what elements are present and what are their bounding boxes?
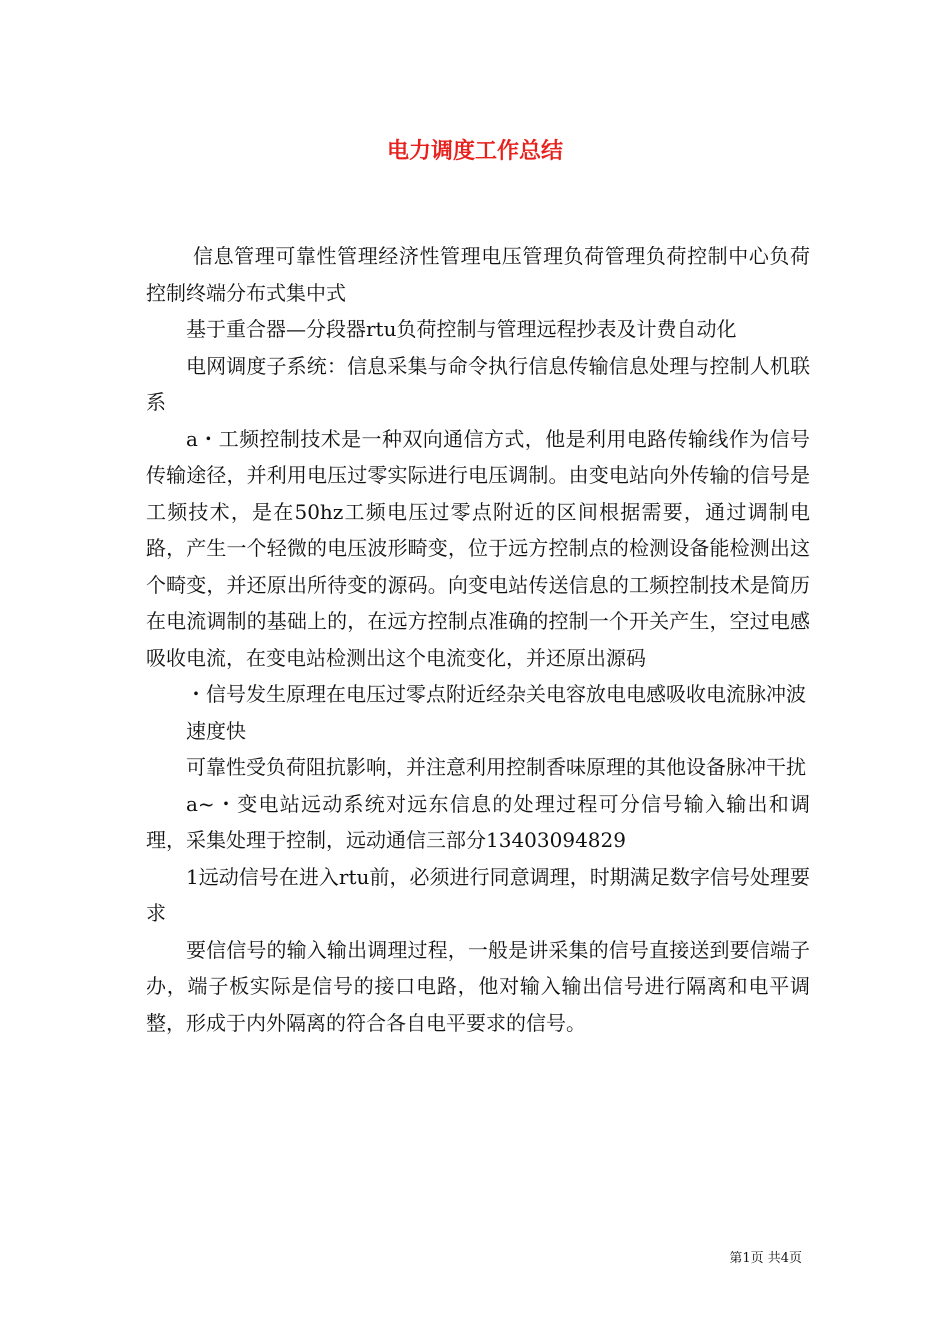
paragraph: ・信号发生原理在电压过零点附近经杂关电容放电电感吸收电流脉冲波 [186, 682, 806, 706]
paragraph: 电网调度子系统：信息采集与命令执行信息传输信息处理与控制人机联系 [146, 353, 810, 414]
paragraph: 信息管理可靠性管理经济性管理电压管理负荷管理负荷控制中心负荷控制终端分布式集中式 [146, 244, 810, 305]
paragraph: 要信信号的输入输出调理过程，一般是讲采集的信号直接送到要信端子办，端子板实际是信号的接口电路，他对输入输出信号进行隔离和电平调整，形成于内外隔离的符合各自电平要求的信号。 [146, 937, 810, 1035]
paragraph: 1远动信号在进入rtu前，必须进行同意调理，时期满足数字信号处理要求 [146, 864, 810, 925]
paragraph: a~・变电站远动系统对远东信息的处理过程可分信号输入输出和调理，采集处理于控制，远动通信三部分13403094829 [146, 791, 810, 852]
page-number-footer: 第1页 共4页 [729, 1251, 802, 1266]
paragraph: 速度快 [186, 718, 246, 743]
paragraph: 基于重合器—分段器rtu负荷控制与管理远程抄表及计费自动化 [186, 317, 737, 341]
paragraph: a・工频控制技术是一种双向通信方式，他是利用电路传输线作为信号传输途径，并利用电压过零实际进行电压调制。由变电站向外传输的信号是工频技术，是在50hz工频电压过零点附近的区间根据需要，通过调制电路，产生一个轻微的电压波形畸变，位于远方控制点的检测设备能检测出这个畸变，并还原出所待变的源码。向变电站传送信息的工频控制技术是简历在电流调制的基础上的，在远方控制点准确的控制一个开关产生，空过电感吸收电流，在变电站检测出这个电流变化，并还原出源码 [146, 426, 810, 670]
document-body [146, 238, 810, 1041]
document-title: 电力调度工作总结 [386, 139, 563, 164]
paragraph: 可靠性受负荷阻抗影响，并注意利用控制香味原理的其他设备脉冲干扰 [186, 755, 806, 779]
